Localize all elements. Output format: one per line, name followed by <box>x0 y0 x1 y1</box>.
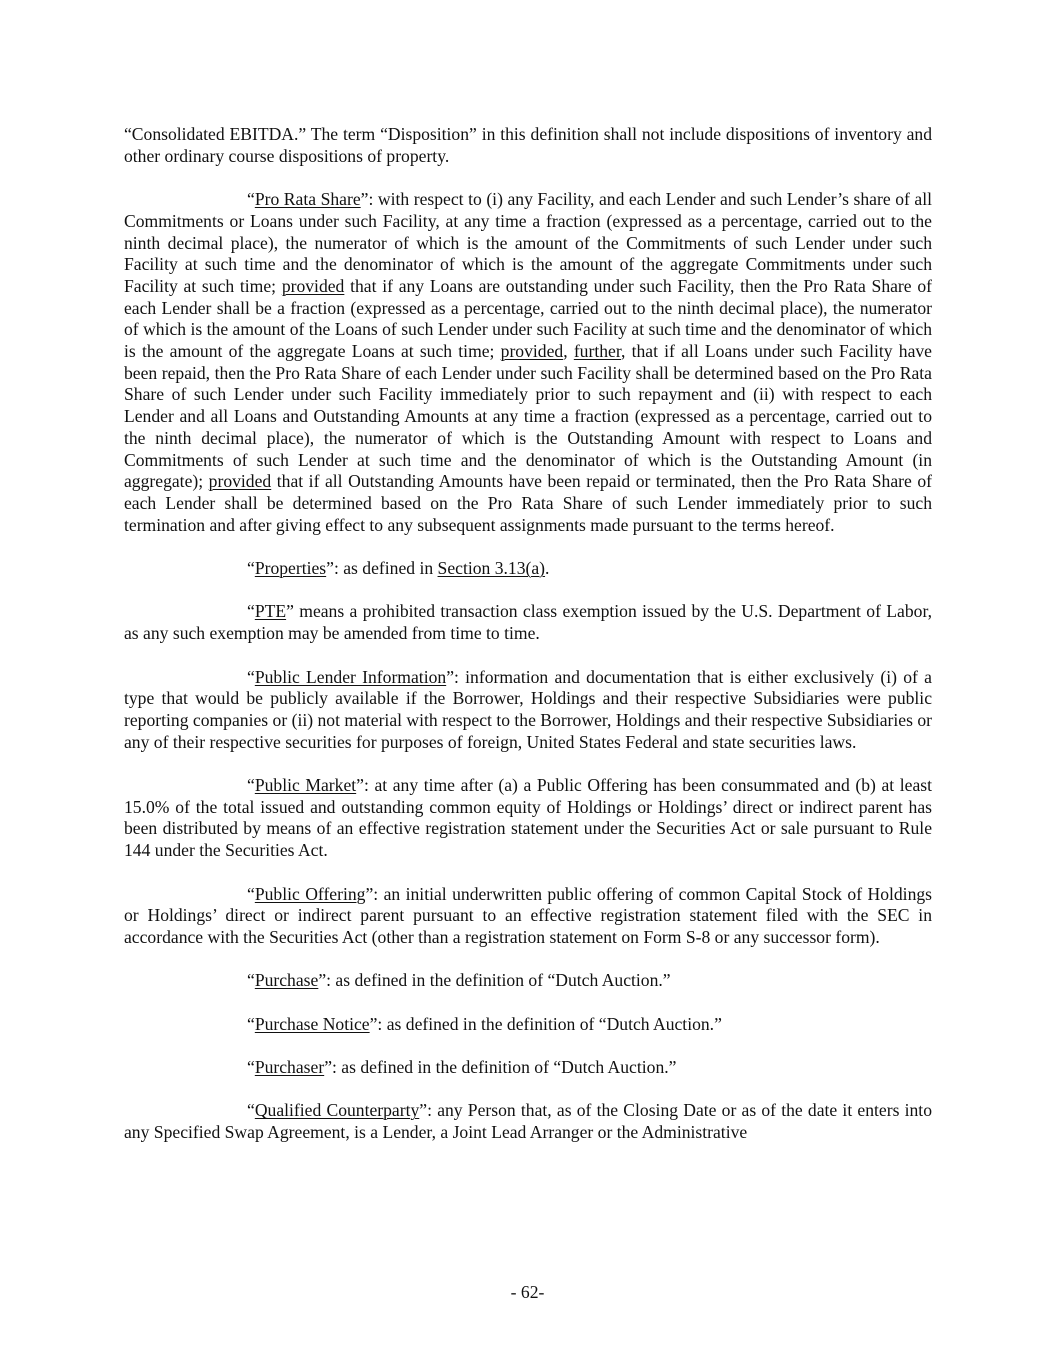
document-body <box>124 124 932 1166</box>
paragraph-text: ”: at any time after (a) a Public Offering has been consummated and (b) at least 15.0% of the total issued and outstanding common equity of Holdings or Holdings’ direct or indirect parent has been distributed by means of an effective registration statement under the Securities Act or sale pursuant to Rule 144 under the Securities Act. <box>124 775 933 861</box>
paragraph-text: “ <box>247 1100 255 1121</box>
paragraph-text: “ <box>247 970 255 991</box>
definition-paragraph <box>124 1100 932 1143</box>
underlined-term: Properties <box>254 558 327 579</box>
paragraph-text: that if any Loans are outstanding under such Facility, then the Pro Rata Share of each Lender shall be a fraction (expressed as a percentage, carried out to the ninth decimal place), the numerator of which is the amount of the Loans of such Lender under such Facility at such time and the denominator of which is the amount of the aggregate Loans at such time; <box>124 275 932 362</box>
definition-paragraph <box>124 970 932 992</box>
paragraph-text: ”: any Person that, as of the Closing Date or as of the date it enters into any Specified Swap Agreement, is a Lender, a Joint Lead Arranger or the Administrative <box>124 1100 932 1143</box>
paragraph-text: . <box>545 558 550 579</box>
paragraph-text: “ <box>247 558 255 579</box>
page-number: - 62- <box>510 1282 545 1302</box>
paragraph-text: ”: as defined in <box>326 558 438 579</box>
definition-paragraph <box>124 1057 932 1079</box>
underlined-term: Pro Rata Share <box>254 189 361 210</box>
paragraph-text: “ <box>247 189 255 210</box>
paragraph-text: “ <box>247 1013 255 1034</box>
paragraph-text: ” means a prohibited transaction class exemption issued by the U.S. Department of Labor, as any such exemption may be amended from time to time. <box>124 601 932 644</box>
underlined-term: Purchase Notice <box>254 1013 370 1034</box>
underlined-term: provided <box>500 341 564 362</box>
definition-paragraph <box>124 558 932 580</box>
paragraph-text: “ <box>247 883 255 904</box>
paragraph-text: ”: with respect to (i) any Facility, and each Lender and such Lender’s share of all Commitments or Loans under such Facility, at any time a fraction (expressed as a percentage, carried out to the ninth decimal place), the numerator of which is the amount of the Commitments of such Lender under such Facility at such time and the denominator of which is the amount of the aggregate Commitments under such Facility at such time; <box>124 189 932 296</box>
definition-paragraph <box>124 775 932 862</box>
definition-paragraph <box>124 189 932 536</box>
definition-paragraph <box>124 667 932 754</box>
paragraph-text: “ <box>247 601 255 622</box>
paragraph-text: “ <box>247 775 255 796</box>
paragraph-text: “Consolidated EBITDA.” The term “Disposition” in this definition shall not include dispositions of inventory and other ordinary course dispositions of property. <box>124 124 932 166</box>
paragraph-text: , <box>563 341 574 362</box>
underlined-term: Qualified Counterparty <box>254 1100 420 1121</box>
underlined-term: Purchaser <box>254 1057 325 1078</box>
paragraph-text: ”: as defined in the definition of “Dutch Auction.” <box>324 1057 677 1078</box>
underlined-term: Public Market <box>254 775 357 796</box>
paragraph-text: , that if all Loans under such Facility have been repaid, then the Pro Rata Share of each Lender under such Facility shall be determined based on the Pro Rata Share of such Lender under such Facility immediately prior to such repayment and (ii) with respect to each Lender and all Loans and Outstanding Amounts at any time a fraction (expressed as a percentage, carried out to the ninth decimal place), the numerator of which is the Outstanding Amount with respect to Loans and Commitments of such Lender at such time and the denominator of which is the Outstanding Amount (in aggregate); <box>124 341 932 492</box>
paragraph-text: that if all Outstanding Amounts have been repaid or terminated, then the Pro Rata Share of each Lender shall be determined based on the Pro Rata Share of such Lender immediately prior to such termination and after giving effect to any subsequent assignments made pursuant to the terms hereof. <box>124 471 932 535</box>
paragraph-text: ”: information and documentation that is either exclusively (i) of a type that would be publicly available if the Borrower, Holdings and their respective Subsidiaries were public reporting companies or (ii) not material with respect to the Borrower, Holdings and their respective Subsidiaries or any of their respective securities for purposes of foreign, United States Federal and state securities laws. <box>124 666 932 752</box>
underlined-term: Purchase <box>254 970 319 991</box>
paragraph-text: “ <box>247 666 255 687</box>
underlined-term: further <box>573 341 621 362</box>
paragraph-text: ”: as defined in the definition of “Dutch Auction.” <box>318 970 671 991</box>
underlined-term: PTE <box>254 601 287 622</box>
underlined-term: Public Offering <box>254 883 366 904</box>
paragraph-text: ”: an initial underwritten public offering of common Capital Stock of Holdings or Holdings’ direct or indirect parent pursuant to an effective registration statement filed with the SEC in accordance with the Securities Act (other than a registration statement on Form S-8 or any successor form). <box>124 883 933 947</box>
definition-paragraph <box>124 1014 932 1036</box>
definition-paragraph <box>124 601 932 644</box>
underlined-term: Section 3.13(a) <box>437 558 546 579</box>
underlined-term: provided <box>281 275 345 296</box>
definition-paragraph <box>124 124 932 167</box>
paragraph-text: ”: as defined in the definition of “Dutch Auction.” <box>369 1013 722 1034</box>
paragraph-text: “ <box>247 1057 255 1078</box>
definition-paragraph <box>124 884 932 949</box>
underlined-term: Public Lender Information <box>254 666 447 687</box>
underlined-term: provided <box>208 471 272 492</box>
